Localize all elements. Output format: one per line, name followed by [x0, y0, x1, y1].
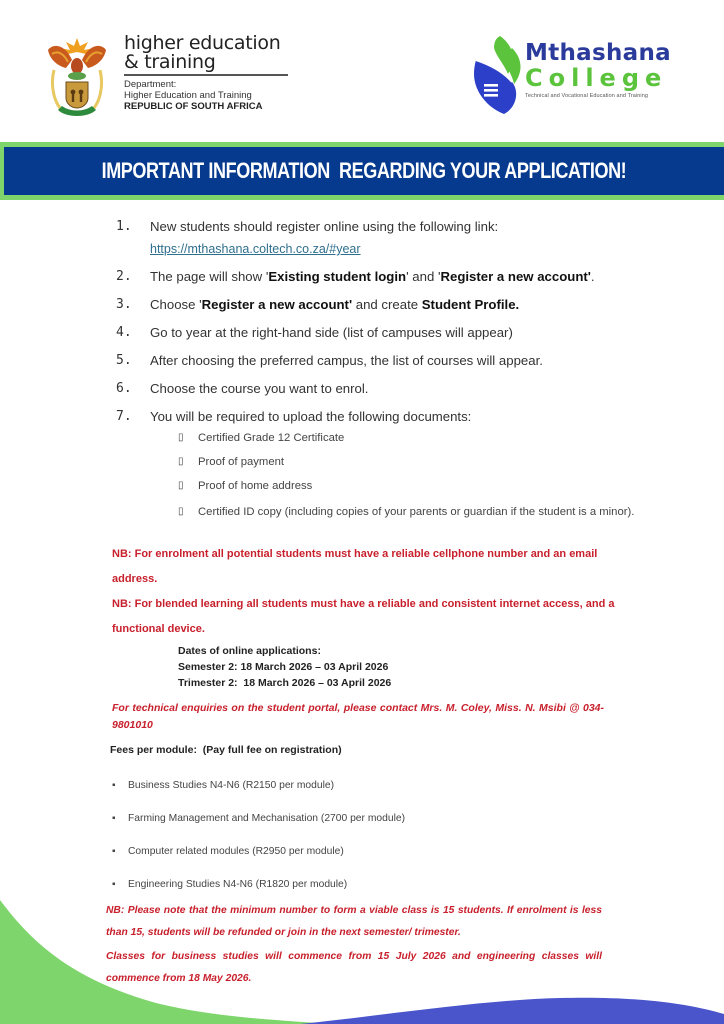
- step-number: 5.: [116, 353, 132, 368]
- square-bullet-icon: ▪: [112, 846, 116, 857]
- step-text: You will be required to upload the following documents:: [150, 409, 472, 424]
- step-number: 1.: [116, 219, 132, 234]
- document-item: [178, 430, 648, 446]
- college-name-line1: Mthashana: [525, 40, 671, 66]
- header: [0, 0, 724, 140]
- nb-notes: [112, 542, 632, 642]
- document-text: Proof of payment: [198, 456, 285, 468]
- fees-heading: Fees per module: (Pay full fee on registration): [110, 744, 342, 756]
- fee-item: [112, 811, 405, 844]
- step-1: [116, 218, 676, 258]
- document-item: [178, 478, 648, 494]
- document-text: Proof of home address: [198, 480, 313, 492]
- fee-item: [112, 844, 405, 877]
- required-documents-list: [178, 430, 676, 522]
- step-number: 2.: [116, 269, 132, 284]
- minimum-class-note: NB: Please note that the minimum number to form a viable class is 15 students. If enrolment is less than 15, students will be refunded or join in the next semester/ trimester.: [106, 905, 602, 938]
- step-text-part: and create: [352, 297, 422, 312]
- college-name-line2: College: [525, 64, 668, 92]
- trimester-dates: Trimester 2: 18 March 2026 – 03 April 2026: [178, 677, 392, 689]
- register-account-label: Register a new account': [201, 297, 353, 312]
- fee-text: Business Studies N4-N6 (R2150 per module): [128, 780, 335, 791]
- checkbox-bullet-icon: ▯: [178, 432, 184, 443]
- blue-wave: [300, 998, 724, 1024]
- checkbox-bullet-icon: ▯: [178, 456, 184, 467]
- step-text-part: The page will show ': [150, 269, 269, 284]
- application-steps: [116, 218, 676, 530]
- step-3: [116, 296, 676, 314]
- fee-text: Computer related modules (R2950 per module): [128, 846, 344, 857]
- dhet-dept-label: Department:: [124, 79, 177, 90]
- step-text: Go to year at the right-hand side (list of campuses will appear): [150, 325, 513, 340]
- square-bullet-icon: ▪: [112, 813, 116, 824]
- title-banner-inner: [4, 147, 724, 195]
- semester-dates: Semester 2: 18 March 2026 – 03 April 2026: [178, 661, 389, 673]
- title-banner: [0, 142, 724, 200]
- dhet-divider: [124, 74, 288, 76]
- step-number: 3.: [116, 297, 132, 312]
- registration-link[interactable]: https://mthashana.coltech.co.za/#year: [150, 242, 361, 256]
- document-text: Certified Grade 12 Certificate: [198, 432, 345, 444]
- class-commencement-note: Classes for business studies will commence from 15 July 2026 and engineering classes will commence from 18 May 2026.: [106, 951, 602, 984]
- step-text: [150, 268, 676, 286]
- fee-item: [112, 778, 405, 811]
- step-text: Choose the course you want to enrol.: [150, 381, 369, 396]
- final-notes: [106, 900, 602, 990]
- fee-text: Engineering Studies N4-N6 (R1820 per module): [128, 879, 348, 890]
- register-account-label: Register a new account': [440, 269, 591, 284]
- south-africa-coat-of-arms-icon: [44, 36, 110, 120]
- dates-heading: Dates of online applications:: [178, 645, 321, 657]
- existing-login-label: Existing student login: [268, 269, 407, 284]
- document-item: [178, 454, 648, 470]
- step-2: [116, 268, 676, 286]
- dhet-logo-text: [124, 34, 294, 112]
- step-text-part: .: [590, 269, 595, 284]
- dhet-country: REPUBLIC OF SOUTH AFRICA: [124, 101, 263, 112]
- application-dates: [178, 643, 391, 691]
- step-5: [116, 352, 676, 370]
- step-text-part: Choose ': [150, 297, 202, 312]
- college-tagline: Technical and Vocational Education and Training: [525, 93, 649, 99]
- checkbox-bullet-icon: ▯: [178, 506, 184, 517]
- step-text-part: ' and ': [406, 269, 441, 284]
- nb-enrolment-note: NB: For enrolment all potential students must have a reliable cellphone number and an email address.: [112, 548, 598, 585]
- step-6: [116, 380, 676, 398]
- document-item: [178, 502, 648, 522]
- step-text: New students should register online using the following link:: [150, 219, 499, 234]
- fee-text: Farming Management and Mechanisation (2700 per module): [128, 813, 406, 824]
- step-4: [116, 324, 676, 342]
- step-text: [150, 296, 676, 314]
- nb-blended-learning-note: NB: For blended learning all students must have a reliable and consistent internet access, and a functional device.: [112, 598, 615, 635]
- dhet-dept-name: Higher Education and Training: [124, 90, 252, 101]
- step-number: 4.: [116, 325, 132, 340]
- step-text: After choosing the preferred campus, the list of courses will appear.: [150, 353, 543, 368]
- square-bullet-icon: ▪: [112, 780, 116, 791]
- student-profile-label: Student Profile.: [421, 297, 520, 312]
- technical-enquiries-contact: For technical enquiries on the student portal, please contact Mrs. M. Coley, Miss. N. Msibi @ 034-9801010: [112, 702, 604, 731]
- step-number: 7.: [116, 409, 132, 424]
- dhet-title-line2: & training: [124, 51, 216, 73]
- square-bullet-icon: ▪: [112, 879, 116, 890]
- page-title: IMPORTANT INFORMATION REGARDING YOUR APPLICATION!: [101, 158, 627, 183]
- mthashana-logo-text: [525, 40, 685, 99]
- document-text: Certified ID copy (including copies of your parents or guardian if the student is a minor).: [198, 506, 635, 518]
- step-7: [116, 408, 676, 426]
- step-number: 6.: [116, 381, 132, 396]
- checkbox-bullet-icon: ▯: [178, 480, 184, 491]
- dhet-title-line1: higher education: [124, 32, 281, 54]
